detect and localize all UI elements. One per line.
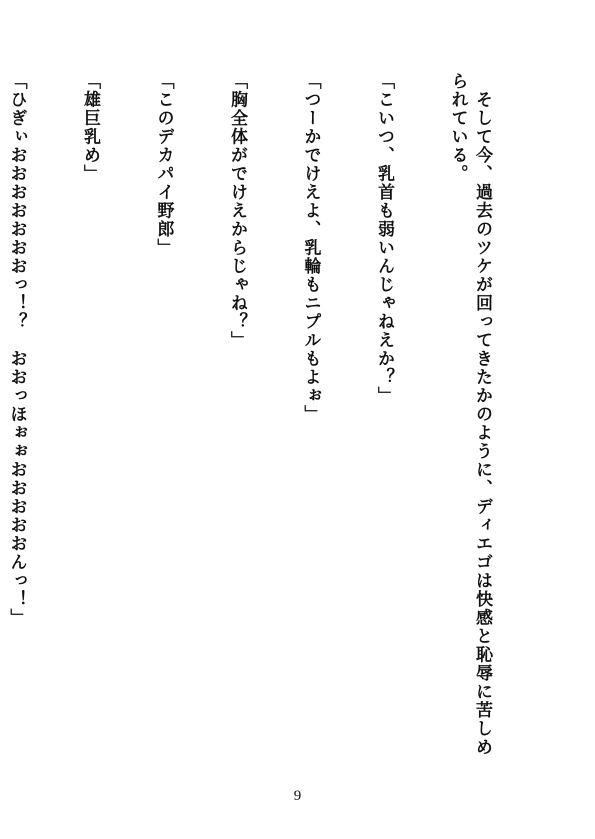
text-line: 「このデカパイ野郎」 — [153, 72, 174, 257]
text-line: 「雄巨乳め」 — [80, 72, 100, 183]
text-line: 「胸全体がでけえからじゃね？」 — [227, 72, 247, 350]
text-line: 「ひぎぃおおおおおおおっ！？ おおっほぉぉおおおおおんっ！」 — [6, 72, 27, 627]
text-line: 「つーかでけえよ、乳輪もニプルもよぉ」 — [300, 72, 321, 424]
text-line: そして今、過去のツケが回ってきたかのように、ディエゴは快感と恥辱に苦しめられている。 — [447, 72, 492, 757]
text-line: 「こいつ、乳首も弱いんじゃねえか？」 — [374, 72, 394, 405]
vertical-text-body — [6, 72, 543, 772]
page-number: 9 — [293, 788, 302, 804]
